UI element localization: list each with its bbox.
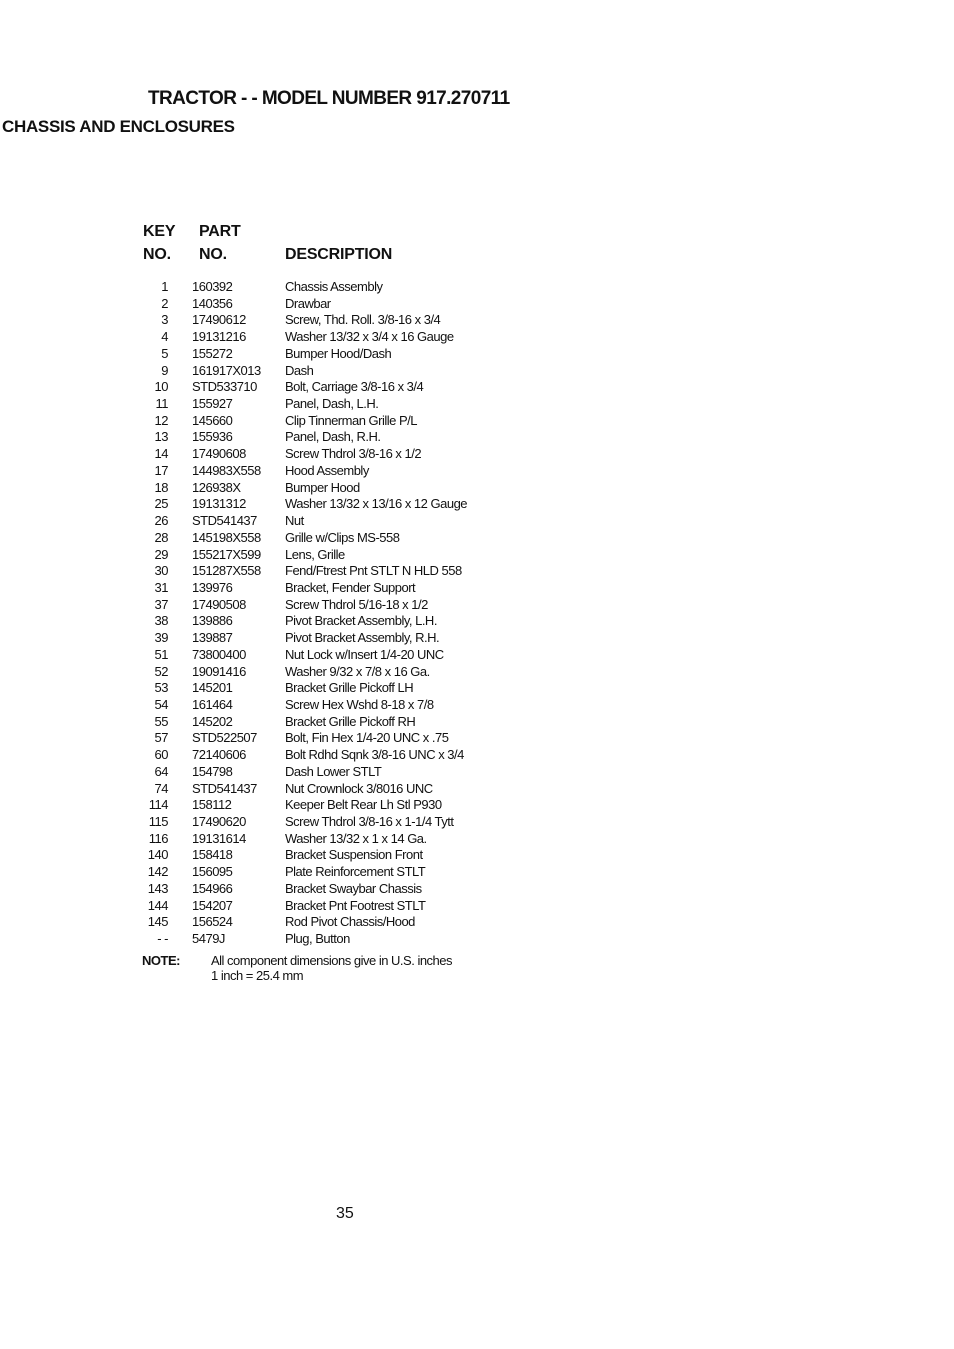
parts-row — [140, 647, 540, 664]
key-number: 37 — [154, 596, 168, 612]
parts-row — [140, 379, 540, 396]
part-number: 151287X558 — [192, 563, 261, 579]
part-number: 154966 — [192, 880, 233, 896]
key-number: 142 — [147, 864, 168, 880]
part-description: Hood Assembly — [285, 462, 369, 478]
part-description: Screw, Thd. Roll. 3/8-16 x 3/4 — [285, 312, 441, 328]
key-number: 74 — [154, 780, 168, 796]
part-number: 160392 — [192, 279, 233, 294]
part-header-line1: PART — [199, 223, 241, 240]
parts-row — [140, 413, 540, 430]
parts-row — [140, 847, 540, 864]
key-header-line1: KEY — [143, 223, 176, 240]
parts-row — [140, 864, 540, 881]
parts-row — [140, 312, 540, 329]
part-description: Bolt Rdhd Sqnk 3/8-16 UNC x 3/4 — [285, 747, 464, 763]
part-number: 154798 — [192, 763, 233, 779]
part-number: 19131312 — [192, 496, 246, 512]
parts-row — [140, 580, 540, 597]
note-label: NOTE: — [142, 953, 180, 968]
part-number: 139887 — [192, 630, 233, 646]
key-number: 55 — [154, 713, 168, 729]
note-line2: 1 inch = 25.4 mm — [211, 968, 304, 983]
key-number: 116 — [148, 830, 168, 846]
part-number: 126938X — [192, 479, 241, 495]
part-number: 145202 — [192, 713, 233, 729]
parts-row — [140, 664, 540, 681]
part-number: 140356 — [192, 295, 233, 311]
parts-row — [140, 429, 540, 446]
part-number: 156524 — [192, 914, 233, 930]
part-description: Drawbar — [285, 295, 331, 311]
part-description: Rod Pivot Chassis/Hood — [285, 914, 415, 930]
part-description: Bracket, Fender Support — [285, 579, 416, 595]
part-description: Bolt, Carriage 3/8-16 x 3/4 — [285, 379, 424, 395]
part-description: Plug, Button — [285, 931, 350, 947]
part-description: Screw Thdrol 3/8-16 x 1-1/4 Tytt — [285, 814, 454, 829]
part-description: Clip Tinnerman Grille P/L — [285, 412, 417, 428]
part-number: 161464 — [192, 696, 233, 712]
part-description: Washer 13/32 x 1 x 14 Ga. — [285, 830, 427, 846]
part-number: STD522507 — [192, 730, 257, 746]
part-number: 155272 — [192, 345, 233, 361]
part-number: 155217X599 — [192, 546, 261, 562]
note-line1: All component dimensions give in U.S. inches — [211, 953, 453, 968]
part-description: Pivot Bracket Assembly, L.H. — [285, 613, 437, 629]
key-number: 5 — [161, 345, 168, 361]
part-number: 17490508 — [192, 596, 246, 612]
key-number: 9 — [161, 362, 168, 378]
part-description: Bracket Swaybar Chassis — [285, 880, 422, 896]
part-number: 17490608 — [192, 446, 246, 462]
page-number: 35 — [336, 1205, 354, 1222]
key-number: 10 — [154, 379, 168, 395]
key-number: 4 — [161, 329, 168, 345]
part-description: Panel, Dash, L.H. — [285, 396, 379, 412]
part-description: Nut — [285, 513, 304, 529]
parts-row — [140, 613, 540, 630]
part-number: 145201 — [192, 680, 233, 696]
key-number: 145 — [147, 914, 168, 930]
part-description: Washer 13/32 x 3/4 x 16 Gauge — [285, 329, 454, 345]
parts-row — [140, 480, 540, 497]
parts-row — [140, 547, 540, 564]
part-number: 161917X013 — [192, 362, 261, 378]
part-number: 155927 — [192, 396, 233, 412]
parts-row — [140, 831, 540, 848]
part-number: 72140606 — [192, 747, 246, 763]
parts-row — [140, 797, 540, 814]
part-number: 155936 — [192, 429, 233, 445]
key-number: 1 — [161, 279, 168, 294]
part-number: 139886 — [192, 613, 233, 629]
part-description: Panel, Dash, R.H. — [285, 429, 381, 445]
key-number: 28 — [154, 529, 168, 545]
part-number: 158112 — [192, 797, 232, 813]
part-number: 5479J — [192, 931, 225, 947]
part-description: Bracket Suspension Front — [285, 847, 423, 863]
part-number: 145198X558 — [192, 529, 261, 545]
part-number: 19091416 — [192, 663, 246, 679]
key-number: 64 — [154, 763, 168, 779]
part-number: 17490620 — [192, 814, 246, 829]
key-header-line2: NO. — [143, 246, 171, 263]
part-number: 19131216 — [192, 329, 246, 345]
part-number: 17490612 — [192, 312, 246, 328]
key-number: 26 — [154, 513, 168, 529]
part-description: Screw Hex Wshd 8-18 x 7/8 — [285, 696, 434, 712]
part-description: Washer 13/32 x 13/16 x 12 Gauge — [285, 496, 468, 512]
parts-row — [140, 363, 540, 380]
page-title: TRACTOR - - MODEL NUMBER 917.270711 — [148, 88, 510, 109]
parts-row — [140, 781, 540, 798]
part-number: STD541437 — [192, 780, 257, 796]
parts-row — [140, 881, 540, 898]
key-number: 143 — [147, 880, 168, 896]
part-description: Lens, Grille — [285, 546, 345, 562]
part-description: Nut Lock w/Insert 1/4-20 UNC — [285, 646, 444, 662]
part-header-line2: NO. — [199, 246, 227, 263]
key-number: 53 — [154, 680, 168, 696]
part-number: 139976 — [192, 579, 233, 595]
parts-row — [140, 730, 540, 747]
description-header: DESCRIPTION — [285, 246, 393, 263]
part-description: Dash Lower STLT — [285, 763, 382, 779]
key-number: 2 — [161, 295, 168, 311]
key-number: 114 — [148, 797, 168, 813]
parts-row — [140, 329, 540, 346]
part-number: 145660 — [192, 412, 233, 428]
part-description: Bumper Hood — [285, 479, 360, 495]
parts-row — [140, 931, 540, 948]
key-number: 54 — [154, 696, 168, 712]
key-number: 12 — [154, 412, 168, 428]
parts-row — [140, 463, 540, 480]
part-description: Grille w/Clips MS-558 — [285, 529, 400, 545]
key-number: 38 — [154, 613, 168, 629]
parts-row — [140, 697, 540, 714]
part-number: 158418 — [192, 847, 233, 863]
part-description: Screw Thdrol 5/16-18 x 1/2 — [285, 596, 428, 612]
parts-row — [140, 279, 540, 296]
key-number: 31 — [154, 579, 168, 595]
part-description: Plate Reinforcement STLT — [285, 864, 426, 880]
part-number: STD541437 — [192, 513, 257, 529]
parts-row — [140, 814, 540, 831]
part-description: Bolt, Fin Hex 1/4-20 UNC x .75 — [285, 730, 449, 746]
key-number: 60 — [154, 747, 168, 763]
part-description: Dash — [285, 362, 314, 378]
section-title: CHASSIS AND ENCLOSURES — [2, 117, 235, 136]
parts-row — [140, 597, 540, 614]
part-number: STD533710 — [192, 379, 257, 395]
key-number: - - — [157, 931, 168, 947]
part-description: Washer 9/32 x 7/8 x 16 Ga. — [285, 663, 430, 679]
key-number: 17 — [154, 462, 168, 478]
parts-list — [140, 279, 540, 948]
part-description: Bracket Grille Pickoff LH — [285, 680, 414, 696]
part-description: Bracket Pnt Footrest STLT — [285, 897, 426, 913]
part-description: Pivot Bracket Assembly, R.H. — [285, 630, 440, 646]
key-number: 3 — [161, 312, 168, 328]
parts-row — [140, 764, 540, 781]
key-number: 13 — [154, 429, 168, 445]
part-description: Nut Crownlock 3/8016 UNC — [285, 780, 433, 796]
part-description: Keeper Belt Rear Lh Stl P930 — [285, 797, 442, 813]
part-number: 144983X558 — [192, 462, 261, 478]
key-number: 140 — [147, 847, 168, 863]
key-number: 30 — [154, 563, 168, 579]
key-number: 18 — [154, 479, 168, 495]
key-number: 57 — [154, 730, 168, 746]
part-number: 73800400 — [192, 646, 246, 662]
parts-row — [140, 446, 540, 463]
part-description: Bracket Grille Pickoff RH — [285, 713, 416, 729]
parts-row — [140, 530, 540, 547]
key-number: 25 — [154, 496, 168, 512]
parts-row — [140, 747, 540, 764]
key-number: 11 — [155, 396, 168, 412]
part-description: Bumper Hood/Dash — [285, 345, 392, 361]
part-number: 19131614 — [192, 830, 246, 846]
key-number: 144 — [147, 897, 168, 913]
parts-row — [140, 496, 540, 513]
parts-row — [140, 914, 540, 931]
part-description: Screw Thdrol 3/8-16 x 1/2 — [285, 446, 422, 462]
part-number: 154207 — [192, 897, 233, 913]
key-number: 52 — [154, 663, 168, 679]
key-number: 51 — [154, 646, 168, 662]
key-number: 115 — [148, 814, 168, 829]
parts-row — [140, 898, 540, 915]
parts-row — [140, 513, 540, 530]
key-number: 14 — [154, 446, 168, 462]
parts-row — [140, 680, 540, 697]
part-description: Chassis Assembly — [285, 279, 383, 294]
parts-row — [140, 714, 540, 731]
parts-row — [140, 346, 540, 363]
key-number: 39 — [154, 630, 168, 646]
part-number: 156095 — [192, 864, 233, 880]
parts-row — [140, 296, 540, 313]
key-number: 29 — [154, 546, 168, 562]
part-description: Fend/Ftrest Pnt STLT N HLD 558 — [285, 563, 462, 579]
parts-row — [140, 630, 540, 647]
parts-row — [140, 563, 540, 580]
parts-row — [140, 396, 540, 413]
